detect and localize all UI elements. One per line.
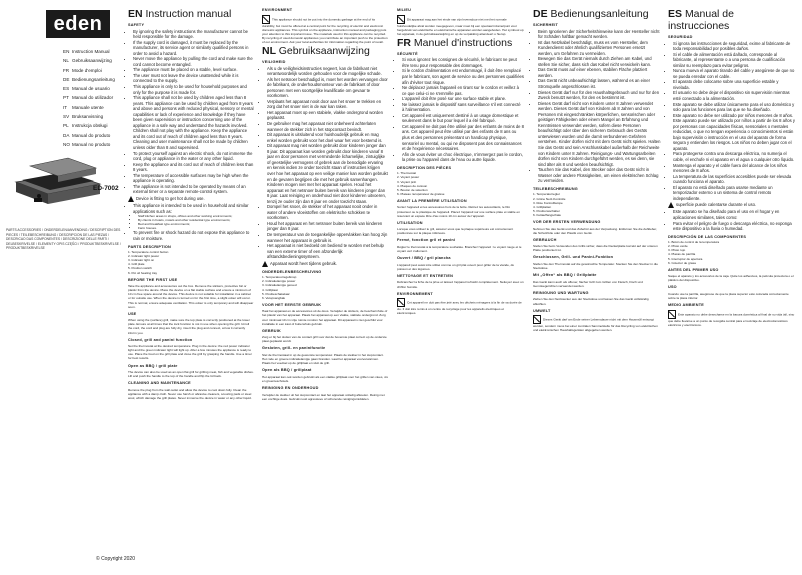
- en-title: EN Instruction manual: [128, 8, 232, 20]
- en-safety-heading: SAFETY: [128, 23, 145, 27]
- de-grill-heading: Geschlossen, Grill- und Panini-Funktion: [533, 255, 614, 260]
- toc-code: IT: [63, 104, 68, 110]
- de-open-heading: Mit „Offen“ als BBQ / Grillplatte: [533, 273, 597, 278]
- list-item: • Farm houses.: [138, 226, 254, 230]
- list-item: • Si ignora las instrucciones de seguridad, exime al fabricante de toda responsabilidad por posibles daños.: [673, 41, 796, 52]
- en-open-heading: Open as BBQ / grill plate: [128, 363, 178, 368]
- weee-bin-icon: [262, 15, 270, 24]
- parts-item: 5. Positionsschalter: [533, 208, 560, 213]
- parts-item: 1. Temperature control button: [128, 250, 169, 255]
- parts-item: 5. Position switch: [128, 266, 152, 271]
- parts-item: 3. Indicatielampje gereed: [262, 283, 297, 288]
- toc-item: [63, 112, 123, 121]
- list-item: • Verplaats het apparaat nooit door aan het snoer te trekken en zorg dat het snoer niet in de war kan raken.: [267, 99, 388, 110]
- list-item: • If the supply cord is damaged, it must be replaced by the manufacturer, its service agent or similarly qualified persons in order to avoid a hazard.: [133, 40, 254, 57]
- nl-parts-heading: ONDERDELENBESCHRIJVING: [262, 269, 322, 274]
- list-item: • This appliance is only to be used for household purposes and only for the purpose it is made for.: [133, 84, 254, 95]
- parts-item: 4. Grillplaat: [262, 287, 278, 292]
- es-use-heading: USO: [668, 285, 677, 290]
- parts-item: 6. Plateau récupérateur de graisse: [397, 191, 445, 196]
- toc-label: Manual do utilizador: [72, 95, 114, 101]
- en-open-text: The device can also be used as an open flat grill for grilling meat, fish and vegetable dishes. Lift and push the handle to the top of the handle and flip the lid back.: [128, 370, 254, 379]
- dutch-section: [262, 8, 388, 402]
- en-household-list: • This appliance is intended to be used in household and similar applications such as:: [128, 203, 254, 214]
- en-parts-heading: PARTS DESCRIPTION: [128, 244, 171, 249]
- list-item: • Als u de veiligheidsinstructies negeert, kan de fabrikant niet verantwoordelijk worden gehouden voor de mogelijke schade.: [267, 66, 388, 77]
- fr-use-heading: UTILISATION: [397, 220, 423, 225]
- nl-env-heading: MILIEU: [397, 8, 412, 12]
- english-section: EN Instruction manual SAFETY • By ignoring the safety instructions the manufacturer cannot be held responsible for the damage. • If the supply cord is damaged, it must be replaced by the manufacturer, its service agent or similarly qualified persons in order to avoid a hazard. • Never move the appliance by pulling the cord and make sure the cord cannot become entangled. • The appliance must be placed on a stable, level surface. • The user must not leave the device unattended while it is connected to the supply. • This appliance is only to be used for household purposes and only for the purpose it is made for. • This appliance shall not be used by children aged less than 8 years. This appliance can be used by children aged from 8 years and above and persons with reduced physical, sensory or mental capabilities or lack of experience and knowledge if they have been given supervision or instruction concerning use of the appliance in a safe way and understand the hazards involved. Children shall not play with the appliance. Keep the appliance and its cord out of reach of children aged less than 8 years. Cleaning and user maintenance shall not be made by children unless older than 8 and supervised. • To protect yourself against an electric shock, do not immerse the cord, plug or appliance in the water or any other liquid. • Keep the appliance and its cord out of reach of children less than 8 years. • The temperature of accessible surfaces may be high when the appliance is operating. • The appliance is not intended to be operated by means of an external timer or a separate remote-control system. Device is fitting to get hot during use. • This appliance is intended to be used in household and similar applications such as: • Staff kitchen areas in shops, offices and other working environments; • By clients in hotels, motels and other residential type environments; • Bed and breakfast type environments; • Farm houses. • To prevent fire or shock hazard do not expose this appliance to rain or moisture. PARTS DESCRIPTION 1. Temperature control button 2. Indicator light power 3. Indicator light on 4. Grill plate 5. Position switch 6. Pot oil heating tray BEFORE THE FIRST USE Take the appliance and accessories out the box. Remove the stickers, protective foil or plastic from the device. Place the device on a flat stable surface and ensure a minimum of 10 cm free space around the device. This device is not suitable for installation in a cabinet or for outside use. When the device is turned on for the first time, a slight odour will occur. This is normal, ensure adequate ventilation. This odour is only temporary and will disappear soon. USE When using the (surface) grill, make sure the top plate is correctly positioned at the lower plate. Ensure at all times that the lock function is not in use when opening the grill. Unroll the cord, the cord and plug are fully dry, insert the plug and connect, at low it currently inform you. Closed, grill and panini function Set the thermostat at the desired temperature. Plug in the device: the red power indicator light and the green indicator light will light up. After a few minutes the appliance is ready to use. Place the food on the grill plate and close the grill by grasping the handle. Use a timer for best results. Open as BBQ / grill plate The device can also be used as an open flat grill for grilling meat, fish and vegetable dishes. Lift and push the handle to the top of the handle and flip the lid back. CLEANING AND MAINTENANCE Remove the plug from the wall outlet and allow the device to cool down fully. Clean the appliance with a damp cloth. Never use harsh or abrasive cleaners, scouring pads or steel wool, which damage the grill plates. Never immerse the device in water or any other liquid.: [128, 8, 254, 401]
- es-title: ES Manual de instrucciones: [668, 8, 734, 32]
- list-item: • Cet appareil ne doit pas être utilisé par des enfants de moins de 8 ans. Cet appareil peut être utilisé par des enfants de 8 ans ou plus et des personnes présentant un handicap physique, sensoriel ou mental, ou qui ne disposent pas des connaissances et de l'expérience nécessaires.: [402, 124, 524, 152]
- fr-title: FR Manuel d'instructions: [397, 36, 513, 49]
- es-env-heading: MEDIO AMBIENTE: [668, 303, 704, 308]
- toc-code: DA: [63, 132, 70, 138]
- de-open-text: Das Gerät kann auch als offener, flacher Grill zum Grillen von Fleisch, Fisch und Gemüsegerichten verwendet werden.: [533, 279, 643, 288]
- list-item: • El aparato no está diseñado para usarse mediante un temporizador externo o un sistema de control remoto independiente.: [673, 185, 796, 202]
- list-item: • This appliance shall not be used by children aged less than 8 years. This appliance can be used by children aged from 8 years and above and persons with reduced physical, sensory or mental capabilities or lack of experience and knowledge if they have been given supervision or instruction concerning use of the appliance in a safe way and understand the hazards involved. Children shall not play with the appliance. Keep the appliance and its cord out of reach of children aged less than 8 years. Cleaning and user maintenance shall not be made by children unless older than 8 and supervised.: [133, 95, 254, 150]
- de-parts-heading: TEILEBESCHREIBUNG: [533, 186, 578, 191]
- fr-grill-text: Réglez le thermostat à la température souhaitée. Branchez l'appareil : le voyant rouge et le voyant vert s'allument.: [397, 244, 522, 254]
- nl-safety-list: [262, 66, 388, 260]
- parts-item: 6. Vetopvangbak: [262, 295, 286, 300]
- en-before-heading: BEFORE THE FIRST USE: [128, 277, 178, 282]
- en-use-text: When using the (surface) grill, make sure the top plate is correctly positioned at the lower plate. Ensure at all times that the lock function is not in use when opening the grill. Unroll the cord, the cord and plug are fully dry, insert the plug and connect, at low it currently inform you.: [128, 318, 250, 335]
- toc-code: PT: [63, 95, 69, 101]
- toc-code: DE: [63, 76, 70, 82]
- fr-safety-list: [397, 57, 524, 162]
- list-item: • Dieses Gerät darf nur für den Haushaltsgebrauch und nur für den Zweck benutzt werden, für den es bestimmt ist.: [538, 90, 661, 101]
- list-item: • Dit apparaat is uitsluitend voor huishoudelijk gebruik en mag enkel worden gebruikt voor het doel waar het voor bestemd is.: [267, 132, 388, 143]
- toc-item: [63, 66, 123, 75]
- toc-label: Bedienungsanleitung: [72, 76, 115, 82]
- parts-item: 2. Grüne Netz-Kontrolle: [533, 196, 566, 201]
- fr-parts-heading: DESCRIPTION DES PIÈCES: [397, 165, 452, 170]
- fr-before-text: Sortez l'appareil et les accessoires hors de la boîte. Retirez les autocollants, le film protecteur ou le plastique de l'appareil. Placez l'appareil sur une surface plate et stable en réservant un espace libre d'au moins 10 cm autour de l'appareil.: [397, 205, 520, 218]
- nl-grill-heading: Gesloten, grill- en paninifunctie: [262, 346, 326, 351]
- de-safety-list: [533, 29, 661, 184]
- list-item: • To protect yourself against an electric shock, do not immerse the cord, plug or appliance in the water or any other liquid.: [133, 151, 254, 162]
- list-item: • Never move the appliance by pulling the cord and make sure the cord cannot become entangled.: [133, 56, 254, 67]
- nl-use-text: Zorg er bij het sluiten van de contact grill voor dat de bovenste plaat correct op de onderste plaat geplaatst wordt.: [262, 335, 387, 344]
- weee-bin-icon: [668, 310, 676, 319]
- list-item: • The appliance is not intended to be operated by means of an external timer or a separate remote-control system.: [133, 184, 254, 195]
- toc-item: [63, 93, 123, 102]
- brand-logo: eden: [46, 10, 110, 38]
- language-index: [63, 47, 123, 149]
- nl-before-text: Haal het apparaat en de accessoires uit de doos. Verwijder de stickers, de beschermfolie of het plastic van het apparaat. Plaats het apparaat op een vlakke, stabiele ondergrond. Zorg voor minimaal 10 cm vrije ruimte rondom het apparaat. Dit apparaat is niet geschikt voor installatie in een kast of buitenshuis gebruik.: [262, 309, 388, 326]
- es-ce-note: superficie puede calentarse durante el uso.: [668, 202, 796, 208]
- hot-surface-icon: [668, 202, 674, 208]
- toc-code: ES: [63, 86, 70, 92]
- weee-bin-icon: [397, 15, 405, 24]
- fr-safety-heading: SÉCURITÉ: [397, 51, 418, 56]
- es-parts-list: [668, 240, 796, 265]
- list-item: • La temperatura de las superficies accesibles puede ser elevada cuando funciona el aparato.: [673, 174, 796, 185]
- list-item: • Ist das Netzkabel beschädigt, muss es vom Hersteller, dem Kundendienst oder ähnlich qualifizierten Personen ersetzt werden, um Gefahren zu vermeiden.: [538, 40, 661, 57]
- list-item: • Si le cordon d'alimentation est endommagé, il doit être remplacé par le fabricant, son agent de service ou des personnes qualifiées afin d'éviter tout risque.: [402, 68, 524, 85]
- fr-clean-text: Débranchez la fiche de la prise et laissez l'appareil refroidir complètement. Nettoyez avec un chiffon humide.: [397, 280, 524, 289]
- toc-label: Manuale utente: [72, 104, 104, 110]
- weee-bin-icon: [397, 298, 405, 307]
- es-use-text: Cuando use la parrilla, asegúrese de que la placa superior esté colocada correctamente sobre la placa inferior.: [668, 291, 789, 301]
- en-env-text: This appliance should not be put into the domestic garbage at the end of its durability, but must be offered at a central point for the recycling of electric and electronic domestic appliances. This symbol on the appliance, instruction manual and packaging puts your attention to this important issue. The materials used in this appliance can be recycled. By recycling of used domestic appliances you contribute an important push to the protection of our environment. Ask your local authorities for information regarding the point of recall.: [262, 15, 388, 44]
- list-item: • Das Gerät muss auf einer ebenen, stabilen Fläche platziert werden.: [538, 67, 661, 78]
- list-item: • Ne déplacez jamais l'appareil en tirant sur le cordon et veillez à ce que celui-ci ne s'emmêle pas.: [402, 85, 524, 96]
- de-before-text: Nehmen Sie das Gerät und das Zubehör aus der Verpackung. Entfernen Sie die Aufkleber, die Schutzfolie oder den Plastik vom Gerät.: [533, 226, 657, 235]
- fr-before-heading: AVANT LA PREMIÈRE UTILISATION: [397, 198, 467, 203]
- toc-label: Bruksanvisning: [72, 114, 104, 120]
- list-item: • De temperatuur van de toegankelijke oppervlakken kan hoog zijn wanneer het apparaat in gebruik is.: [267, 232, 388, 243]
- nl-open-heading: Open als BBQ / grillplaat: [262, 368, 312, 373]
- nl-ce-note: Apparaat wordt heet tijdens gebruik.: [262, 261, 388, 267]
- model-number: ED-7002: [93, 185, 119, 192]
- toc-label: Manual de usuario: [72, 86, 110, 92]
- toc-label: Manual no produto: [72, 141, 111, 147]
- list-item: • El aparato debe colocarse sobre una superficie estable y nivelada.: [673, 79, 796, 90]
- toc-label: Gebruiksaanwijzing: [72, 58, 112, 64]
- parts-item: 4. Grill plate: [128, 262, 145, 267]
- copyright: © Copyright 2020: [96, 556, 135, 562]
- list-item: • Ne laissez jamais le dispositif sans surveillance s'il est connecté à l'alimentation.: [402, 102, 524, 113]
- fr-grill-heading: Fermé, fonction gril et panini: [397, 238, 456, 243]
- nl-clean-heading: REINIGING EN ONDERHOUD: [262, 386, 319, 391]
- parts-item: 2. Indicatielampje power: [262, 279, 296, 284]
- list-item: • The appliance must be placed on a stable, level surface.: [133, 67, 254, 73]
- es-env-text: Este aparato no debe desecharse en la basura doméstica al final de su vida útil, sino que debe llevarse a un punto de recogida central para el reciclaje de electrodomésticos eléctricos y electrónicos.: [668, 310, 796, 327]
- list-item: • Si el cable de alimentación está dañado, corresponde al fabricante, al representante o a una persona de cualificación similar su reemplazo para evitar peligros.: [673, 52, 796, 69]
- en-clean-heading: CLEANING AND MAINTENANCE: [128, 381, 191, 386]
- toc-code: EN: [63, 49, 70, 54]
- en-grill-heading: Closed, grill and panini function: [128, 337, 193, 342]
- parts-item: 6. Pot oil heating tray: [128, 270, 158, 275]
- de-parts-list: [533, 192, 661, 217]
- toc-item: [63, 75, 123, 84]
- nl-before-heading: VOOR HET EERSTE GEBRUIK: [262, 302, 322, 307]
- es-safety-heading: SEGURIDAD: [668, 35, 693, 39]
- parts-item: 5. Interruptor de apertura: [668, 256, 703, 261]
- nl-grill-text: Stel de thermostaat in op de gewenste temperatuur. Plaats de stekker in het stopcontact. Het rode en groene indicatielampje gaan branden. Laat het apparaat voorverwarmen. Plaats het voedsel op de grillplaat en sluit de grill.: [262, 353, 384, 366]
- toc-code: NO: [63, 141, 70, 147]
- de-clean-text: Ziehen Sie den Netzstecker aus der Steckdose und lassen Sie das Gerät vollständig abkühlen.: [533, 297, 649, 306]
- list-item: • Het apparaat moet op een stabiele, vlakke ondergrond worden geplaatst.: [267, 110, 388, 121]
- toc-item: [63, 121, 123, 130]
- french-section: [397, 8, 524, 316]
- toc-item: [63, 103, 123, 112]
- parts-item: 1. Botón de control de la temperatura: [668, 240, 720, 245]
- list-item: • L'appareil doit être posé sur une surface stable et plane.: [402, 96, 524, 102]
- toc-label: Mode d'emploi: [72, 67, 102, 73]
- parts-item: 3. Rote Kontrolllampe: [533, 200, 563, 205]
- nl-open-text: Het apparaat kan ook worden gebruikt als een vlakke grillplaat voor het grillen van vlees, vis en groenteschotels.: [262, 374, 388, 383]
- fr-env-text: Cet appareil ne doit pas être jeté avec les déchets ménagers à la fin de sa durée de vie. Il doit être remis à un centre de recyclage pour les appareils électriques et électroniques.: [397, 298, 524, 315]
- fr-use-text: Lorsque vous utilisez le gril, assurez-vous que la plaque supérieure est correctement positionnée sur la plaque inférieure.: [397, 227, 514, 236]
- fr-open-heading: Ouvert / BBQ / gril plancha: [397, 256, 451, 261]
- parts-item: 5. Positieschakelaar: [262, 291, 290, 296]
- parts-item: 4. Grillplatten: [533, 204, 552, 209]
- list-item: • Este aparato no debe ser utilizado por niños menores de 8 años. Este aparato puede ser utilizado por niños a partir de los 8 años y por personas con capacidades físicas, sensoriales o mentales reducidas, o que no tengan experiencia o conocimientos si están bajo supervisión o instrucción en el uso del aparato de forma segura y entienden los riesgos. Los niños no deben jugar con el aparato.: [673, 113, 796, 152]
- list-item: • By ignoring the safety instructions the manufacturer cannot be held responsible for the damage.: [133, 29, 254, 40]
- de-safety-heading: SICHERHEIT: [533, 23, 558, 27]
- hot-surface-icon: [262, 261, 268, 267]
- en-clean-text: Remove the plug from the wall outlet and allow the device to cool down fully. Clean the appliance with a damp cloth. Never use harsh or abrasive cleaners, scouring pads or steel wool, which damage the grill plates. Never immerse the device in water or any other liquid.: [128, 387, 252, 401]
- fr-parts-list: [397, 171, 524, 196]
- list-item: • Este aparato se ha diseñado para el uso en el hogar y en aplicaciones similares, tales como:: [673, 209, 796, 220]
- nl-use-heading: GEBRUIK: [262, 328, 281, 333]
- de-use-heading: GEBRAUCH: [533, 237, 557, 242]
- en-before-text: Take the appliance and accessories out the box. Remove the stickers, protective foil or plastic from the device. Place the device on a flat stable surface and ensure a minimum of 10 cm free space around the device. This device is not suitable for installation in a cabinet or for outside use. When the device is turned on for the first time, a slight odour will occur. This is normal, ensure adequate ventilation. This odour is only temporary and will disappear soon.: [128, 284, 254, 309]
- en-env-heading: ENVIRONMENT: [262, 8, 293, 12]
- en-safety-list: [128, 29, 254, 195]
- toc-item: [63, 84, 123, 93]
- de-title: DE Bedienungsanleitung: [533, 8, 649, 20]
- weee-bin-icon: [533, 315, 541, 324]
- list-item: • Dieses Gerät darf nicht von Kindern unter 8 Jahren verwendet werden. Dieses Gerät darf von Kindern ab 8 Jahren und von Personen mit eingeschränkten körperlichen, sensorischen oder geistigen Fähigkeiten oder einem Mangel an Erfahrung und Kenntnissen verwendet werden, sofern diese Personen beaufsichtigt oder über den sicheren Gebrauch des Geräts unterwiesen wurden und die damit verbundenen Gefahren verstehen. Kinder dürfen nicht mit dem Gerät nicht spielen. Halten Sie das Gerät und sein Anschlusskabel außerhalb der Reichweite von Kindern unter 8 Jahren. Reinigungs- und Wartungsarbeiten dürfen nicht von Kindern durchgeführt werden, es sei denn, sie sind älter als 8 und werden beaufsichtigt.: [538, 101, 661, 168]
- nl-safety-heading: VEILIGHEID: [262, 60, 286, 65]
- parts-item: 1. Thermostat: [397, 171, 417, 176]
- fr-open-text: L'appareil peut aussi être utilisé comme un gril plat ouvert pour griller de la viande, du poisson et des légumes.: [397, 262, 515, 271]
- list-item: • Das Gerät nicht unbeaufsichtigt lassen, während es an einer Stromquelle angeschlossen ist.: [538, 78, 661, 89]
- spanish-section: [668, 8, 796, 328]
- list-item: • Para evitar el peligro de fuego o descarga eléctrica, no exponga este dispositivo a la lluvia o humedad.: [673, 221, 796, 232]
- list-item: • Dit apparaat mag niet worden gebruikt door kinderen jonger dan 8 jaar. Dit apparaat kan worden gebruikt door kinderen vanaf 8 jaar en door personen met verminderde lichamelijke, zintuiglijke of geestelijke vermogens of gebrek aan de benodigde ervaring en kennis indien ze onder toezicht staan of instructies krijgen over hoe het apparaat op een veilige manier kan worden gebruikt en de gevaren begrijpen die met het gebruik samenhangen. Kinderen mogen niet met het apparaat spelen. Houd het apparaat en het netsnoer buiten bereik van kinderen jonger dan 8 jaar. Laat reiniging en onderhoud niet door kinderen uitvoeren, tenzij ze ouder zijn dan 8 jaar en onder toezicht staan.: [267, 143, 388, 204]
- de-grill-text: Stellen Sie den Thermostat auf die gewünschte Temperatur. Stecken Sie den Stecker in die Steckdose.: [533, 261, 658, 271]
- de-use-text: Stellen Sie beim Verwenden des Grills sicher, dass die Deckelplatte korrekt auf der unteren Platte positioniert ist.: [533, 244, 658, 253]
- es-before-heading: ANTES DEL PRIMER USO: [668, 267, 719, 272]
- parts-item: 4. Placas de parrilla: [668, 252, 696, 257]
- list-item: • Staff kitchen areas in shops, offices and other working environments;: [138, 214, 254, 218]
- nl-env-text: Dit apparaat mag aan het einde van zijn levensduur niet met het normale huishoudelijke afval worden meegegeven, maar moet bij een speciaal inzamelpunt voor hergebruik van elektrische en elektronische apparaten worden aangeboden. Het symbool op het apparaat, in de gebruiksaanwijzing en op de verpakking attendeert u hierop.: [397, 15, 524, 36]
- en-household-sublist: [128, 214, 254, 230]
- parts-item: 1. Temperaturregler: [533, 192, 560, 197]
- parts-item: 2. Piloto verde: [668, 244, 688, 249]
- list-item: • Houd het apparaat en het netsnoer buiten bereik van kinderen jonger dan 8 jaar.: [267, 221, 388, 232]
- list-item: • Nunca mueva el aparato tirando del cable y asegúrese de que no se pueda enredar con el cable.: [673, 68, 796, 79]
- list-item: • Para protegerse contra una descarga eléctrica, no sumerja el cable, el enchufe ni el aparato en el agua o cualquier otro líquido.: [673, 151, 796, 162]
- nl-clean-text: Verwijder de stekker uit het stopcontact en laat het apparaat volledig afkoelen. Reinig met een vochtige doek. Gebruik nooit agressieve of schurende reinigingsmiddelen.: [262, 392, 385, 401]
- contact-grill-illustration: [8, 144, 108, 216]
- toc-code: NL: [63, 58, 69, 64]
- list-item: • Si vous ignorez les consignes de sécurité, le fabricant ne peut être tenu pour responsable des dommages.: [402, 57, 524, 68]
- list-item: • Mantenga el aparato y el cable fuera del alcance de los niños menores de 8 años.: [673, 163, 796, 174]
- nl-title: NL Gebruiksaanwijzing: [262, 45, 370, 58]
- hot-surface-icon: [128, 196, 134, 202]
- parts-item: 3. Piloto rojo: [668, 248, 686, 253]
- toc-item: [63, 56, 123, 65]
- es-safety-list: [668, 41, 796, 202]
- list-item: • Este aparato se debe utilizar únicamente para el uso doméstico y solo para las funciones para las que se ha diseñado.: [673, 102, 796, 113]
- list-item: • Tauchen Sie das Kabel, den Stecker oder das Gerät nicht in Wasser oder andere Flüssigkeiten, um einen elektrischen Schlag zu vermeiden.: [538, 167, 661, 184]
- de-before-heading: VOR DER ERSTEN VERWENDUNG: [533, 219, 601, 224]
- parts-item: 6. Fettauffangschale: [533, 212, 561, 217]
- en-use-heading: USE: [128, 311, 137, 316]
- de-env-text: Dieses Gerät darf am Ende seiner Lebensdauer nicht mit dem Hausmüll entsorgt werden, sondern muss bei einer zentralen Sammelstelle für das Recycling von elektrischen und elektronischen Haushaltsgeräten abgegeben werden.: [533, 315, 661, 332]
- german-section: [533, 8, 661, 333]
- list-item: • Keep the appliance and its cord out of reach of children less than 8 years.: [133, 162, 254, 173]
- list-item: • Beim Ignorieren der Sicherheitshinweise kann der Hersteller nicht für Schäden haftbar gemacht werden.: [538, 29, 661, 40]
- es-before-text: Saque el aparato y los accesorios de la caja. Quite los adhesivos, la película protectora o el plástico del dispositivo.: [668, 274, 794, 283]
- en-grill-text: Set the thermostat at the desired temperature. Plug in the device: the red power indicator light and the green indicator light will light up. After a few minutes the appliance is ready to use. Place the food on the grill plate and close the grill by grasping the handle. Use a timer for best results.: [128, 344, 252, 361]
- parts-item: 1. Temperatuurregelknop: [262, 275, 297, 280]
- parts-caption: PARTS ACCESSORIES / ONDERDELEN/ANVENDING / DESCRIPTION DES PIECES / TEILEBESCHREIBUNG / DESCRIPCION DE LAS PIEZAS / DESCRICAO DAS COMPONENTES / DESCRIZIONE DELLE PARTI / DELBESKRIVELSE / ELEMENTY OPIS CZĘŚCI / PRODUKTBESKRIVELSE / PRODUKTBESKRIVELSE: [6, 228, 121, 251]
- list-item: • El usuario no debe dejar el dispositivo sin supervisión mientras esté conectado a la alimentación.: [673, 90, 796, 101]
- list-item: • Bewegen Sie das Gerät niemals durch Ziehen am Kabel, und stellen Sie sicher, dass sich das Kabel nicht verwickeln kann.: [538, 56, 661, 67]
- en-ce-note: Device is fitting to get hot during use.: [128, 196, 254, 202]
- de-env-heading: UMWELT: [533, 308, 551, 313]
- fr-env-heading: ENVIRONNEMENT: [397, 291, 433, 296]
- parts-item: 5. Bouton de sélection: [397, 187, 428, 192]
- nl-parts-list: [262, 275, 388, 300]
- parts-item: 3. Indicator light on: [128, 258, 155, 263]
- toc-item: [63, 47, 123, 56]
- list-item: • De gebruiker mag het apparaat niet onbeheerd achterlaten wanneer de stekker zich in het stopcontact bevindt.: [267, 121, 388, 132]
- parts-item: 6. Colector de grasa: [668, 260, 696, 265]
- toc-label: Instruction Manual: [72, 49, 110, 54]
- parts-item: 4. Plaques de cuisson: [397, 183, 428, 188]
- toc-item: [63, 131, 123, 140]
- parts-item: 2. Indicator light power: [128, 254, 160, 259]
- toc-label: Instrukcja obsługi: [72, 123, 108, 129]
- list-item: • Bed and breakfast type environments;: [138, 222, 254, 226]
- es-parts-heading: DESCRIPCIÓN DE LAS COMPONENTES: [668, 234, 747, 239]
- en-parts-list: [128, 250, 254, 275]
- parts-item: 3. Voyant prêt: [397, 179, 417, 184]
- list-item: • Afin de vous éviter un choc électrique, n'immergez pas le cordon, la prise ou l'appareil dans de l'eau ou autre liquide.: [402, 152, 524, 163]
- toc-code: SV: [63, 114, 70, 120]
- list-item: • The user must not leave the device unattended while it is connected to the supply.: [133, 73, 254, 84]
- de-clean-heading: REINIGUNG UND WARTUNG: [533, 290, 589, 295]
- toc-label: Manual do produto: [72, 132, 111, 138]
- list-item: • Dompel het snoer, de stekker of het apparaat nooit onder in water of andere vloeistoffen om elektrische schokken te voorkomen.: [267, 204, 388, 221]
- toc-code: FR: [63, 67, 70, 73]
- parts-item: 2. Voyant power: [397, 175, 420, 180]
- es-extra-list: [668, 209, 796, 231]
- list-item: • By clients in hotels, motels and other residential type environments;: [138, 218, 254, 222]
- list-item: • Als het netsnoer beschadigd is, moet het worden vervangen door de fabrikant, de onderhoudsmonteur van de fabrikant of door personen met een soortgelijke kwalificatie om gevaar te voorkomen.: [267, 77, 388, 99]
- list-item: • The temperature of accessible surfaces may be high when the appliance is operating.: [133, 173, 254, 184]
- fr-clean-heading: NETTOYAGE ET ENTRETIEN: [397, 273, 454, 278]
- list-item: • Cet appareil est uniquement destiné à un usage domestique et seulement dans le but pour lequel il a été fabriqué.: [402, 113, 524, 124]
- list-item: • Het apparaat is niet bedoeld om bediend te worden met behulp van een externe timer of een afzonderlijk afstandsbedieningssysteem.: [267, 243, 388, 260]
- toc-code: PL: [63, 123, 69, 129]
